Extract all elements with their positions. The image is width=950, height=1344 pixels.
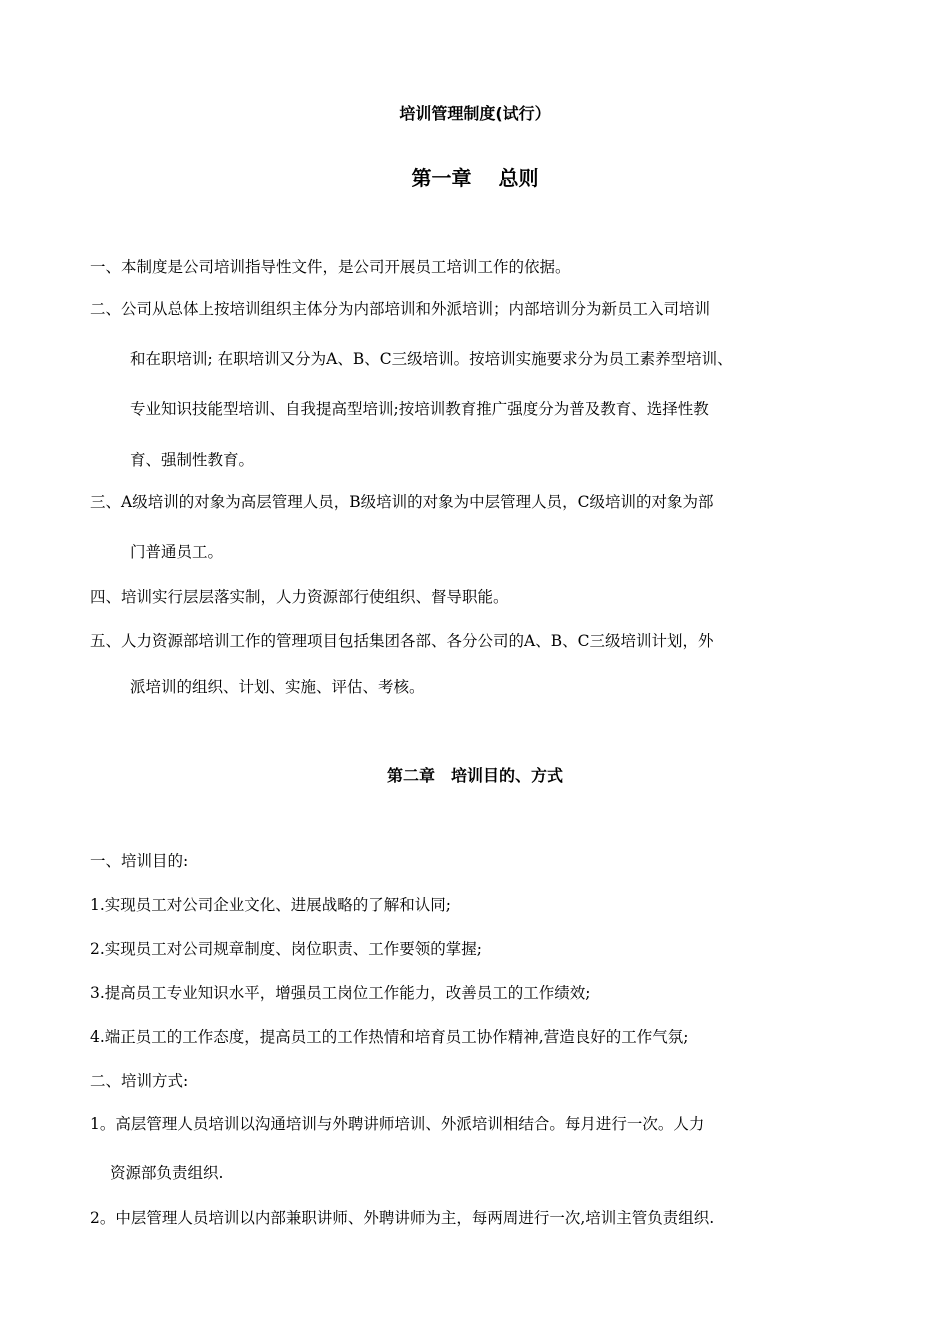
chapter-1-line-8: 四、培训实行层层落实制，人力资源部行使组织、督导职能。 bbox=[90, 588, 509, 606]
chapter-1-title: 第一章 总则 bbox=[411, 166, 539, 190]
chapter-1-line-1: 一、本制度是公司培训指导性文件，是公司开展员工培训工作的依据。 bbox=[90, 258, 571, 276]
chapter-1-line-4: 专业知识技能型培训、自我提高型培训;按培训教育推广强度分为普及教育、选择性教 bbox=[130, 400, 709, 418]
chapter-2-line-3: 2.实现员工对公司规章制度、岗位职责、工作要领的掌握; bbox=[90, 940, 483, 958]
chapter-2-line-4: 3.提高员工专业知识水平，增强员工岗位工作能力，改善员工的工作绩效; bbox=[90, 984, 591, 1002]
chapter-2-title: 第二章 培训目的、方式 bbox=[386, 766, 563, 785]
chapter-2-line-6: 二、培训方式: bbox=[90, 1072, 189, 1090]
chapter-1-line-10: 派培训的组织、计划、实施、评估、考核。 bbox=[130, 678, 425, 696]
chapter-2-line-8: 资源部负责组织. bbox=[110, 1164, 224, 1182]
chapter-2-line-7: 1。高层管理人员培训以沟通培训与外聘讲师培训、外派培训相结合。每月进行一次。人力 bbox=[90, 1115, 705, 1133]
chapter-2-line-5: 4.端正员工的工作态度，提高员工的工作热情和培育员工协作精神,营造良好的工作气氛; bbox=[90, 1028, 689, 1046]
chapter-1-line-5: 育、强制性教育。 bbox=[130, 451, 255, 469]
document-title: 培训管理制度(试行） bbox=[399, 104, 551, 123]
chapter-1-line-9: 五、人力资源部培训工作的管理项目包括集团各部、各分公司的A、B、C三级培训计划，外 bbox=[90, 632, 714, 650]
chapter-1-line-6: 三、A级培训的对象为高层管理人员，B级培训的对象为中层管理人员，C级培训的对象为部 bbox=[90, 493, 714, 511]
chapter-2-line-2: 1.实现员工对公司企业文化、进展战略的了解和认同; bbox=[90, 896, 452, 914]
chapter-1-line-7: 门普通员工。 bbox=[130, 543, 224, 561]
chapter-1-line-3: 和在职培训; 在职培训又分为A、B、C三级培训。按培训实施要求分为员工素养型培训、 bbox=[130, 350, 733, 368]
chapter-1-line-2: 二、公司从总体上按培训组织主体分为内部培训和外派培训；内部培训分为新员工入司培训 bbox=[90, 300, 711, 318]
chapter-2-line-9: 2。中层管理人员培训以内部兼职讲师、外聘讲师为主，每两周进行一次,培训主管负责组织. bbox=[90, 1209, 715, 1227]
chapter-2-line-1: 一、培训目的: bbox=[90, 852, 189, 870]
